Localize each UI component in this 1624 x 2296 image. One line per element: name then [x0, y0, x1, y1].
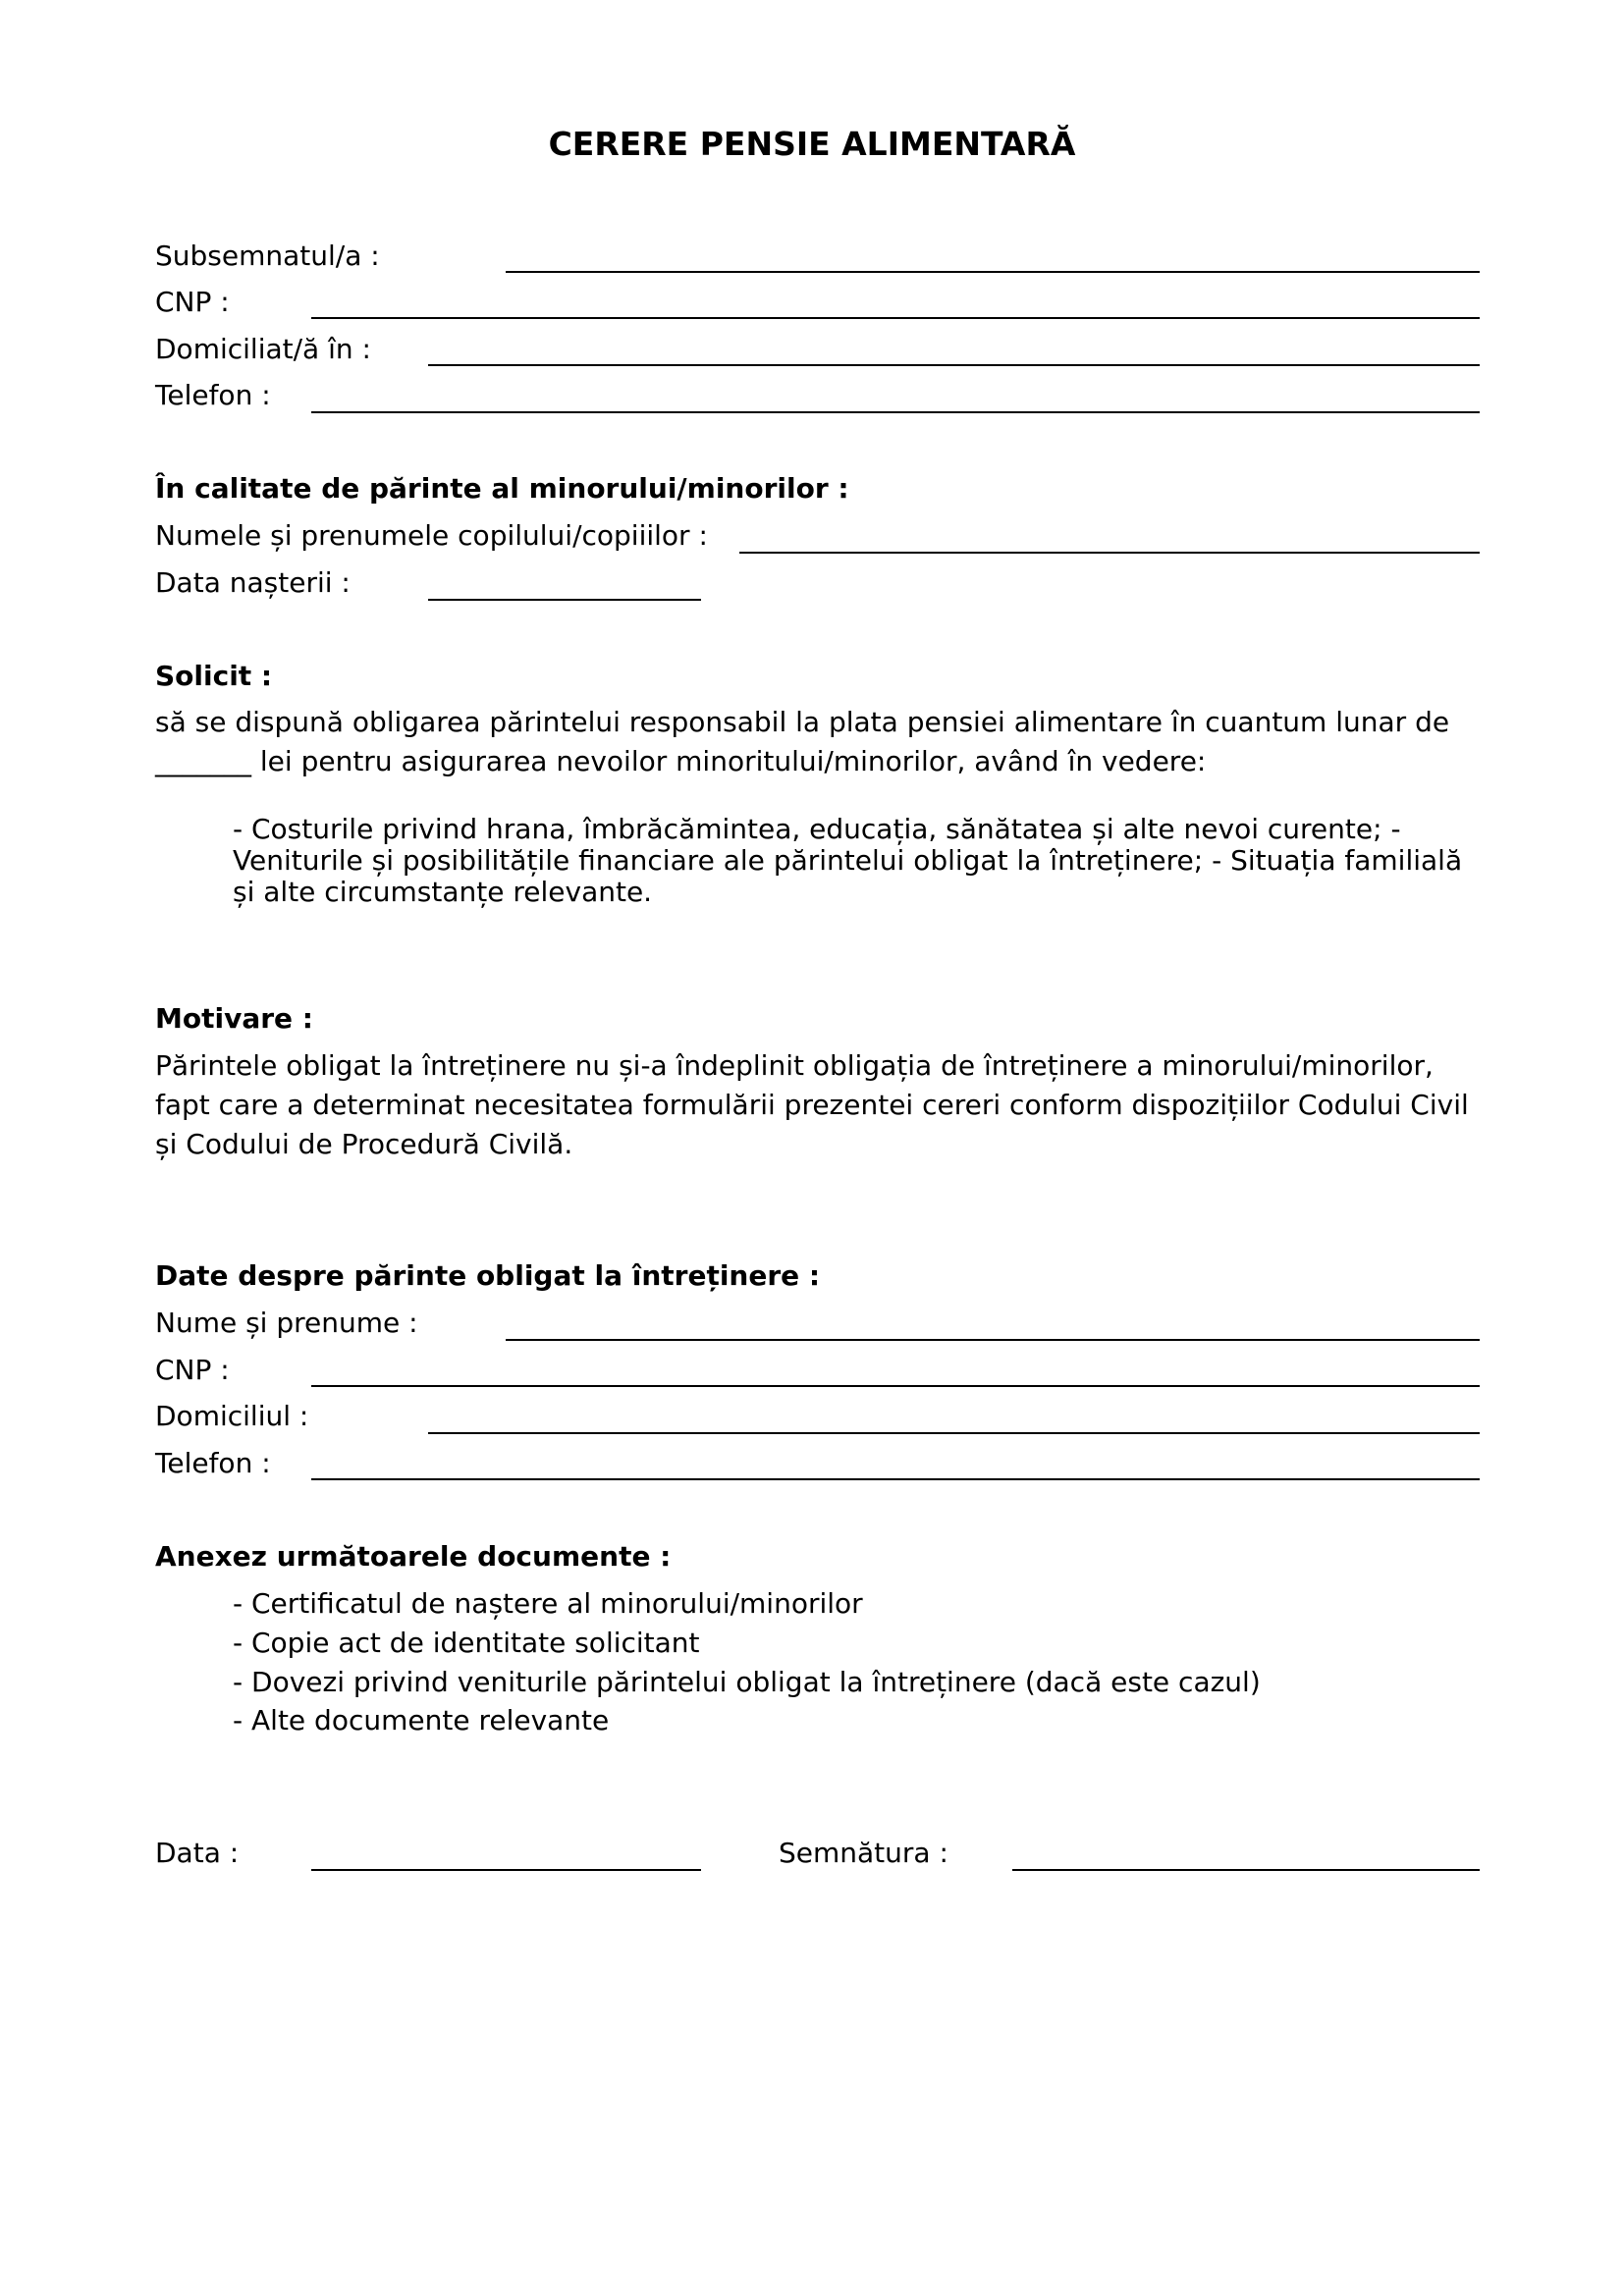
- applicant-phone-field[interactable]: [311, 411, 1480, 413]
- child-names-field[interactable]: [739, 552, 1480, 554]
- attachment-item: - Certificatul de naștere al minorului/minorilor: [233, 1587, 863, 1620]
- parent-name-label: Nume și prenume :: [155, 1307, 418, 1339]
- child-birthdate-field[interactable]: [428, 599, 701, 601]
- applicant-name-field[interactable]: [506, 271, 1480, 273]
- parent-address-label: Domiciliul :: [155, 1400, 309, 1432]
- signature-label: Semnătura :: [779, 1837, 948, 1869]
- attachment-item: - Alte documente relevante: [233, 1704, 610, 1736]
- attachments-heading: Anexez următoarele documente :: [155, 1540, 672, 1573]
- child-section-heading: În calitate de părinte al minorului/minorilor :: [155, 472, 849, 505]
- document-title: CERERE PENSIE ALIMENTARĂ: [548, 125, 1076, 163]
- child-birthdate-label: Data nașterii :: [155, 566, 351, 599]
- parent-address-field[interactable]: [428, 1432, 1480, 1434]
- attachment-item: - Dovezi privind veniturile părintelui obligat la întreținere (dacă este cazul): [233, 1666, 1261, 1698]
- request-heading: Solicit :: [155, 660, 273, 692]
- request-considerations: - Costurile privind hrana, îmbrăcămintea, educația, sănătatea și alte nevoi curente; - Veniturile și posibilitățile financiare ale părintelui obligat la întreținere; - Situația familială și alte circumstanțe relevante.: [233, 813, 1463, 908]
- request-text: să se dispună obligarea părintelui responsabil la plata pensiei alimentare în cuantum lunar de _______ lei pentru asigurarea nevoilor minoritului/minorilor, având în vedere:: [155, 706, 1450, 777]
- motivation-heading: Motivare :: [155, 1002, 313, 1035]
- date-label: Data :: [155, 1837, 240, 1869]
- attachment-item: - Copie act de identitate solicitant: [233, 1627, 700, 1659]
- signature-field[interactable]: [1012, 1869, 1480, 1871]
- applicant-address-field[interactable]: [428, 364, 1480, 366]
- applicant-cnp-field[interactable]: [311, 317, 1480, 319]
- applicant-cnp-label: CNP :: [155, 286, 230, 318]
- parent-cnp-field[interactable]: [311, 1385, 1480, 1387]
- motivation-text: Părintele obligat la întreținere nu și-a îndeplinit obligația de întreținere a minorului/minorilor, fapt care a determinat necesitatea formulării prezentei cereri conform dispozițiilor Codului Civil și Codului de Procedură Civilă.: [155, 1049, 1469, 1160]
- parent-phone-label: Telefon :: [155, 1447, 271, 1479]
- applicant-name-label: Subsemnatul/a :: [155, 240, 380, 272]
- applicant-phone-label: Telefon :: [155, 379, 271, 411]
- obligated-parent-heading: Date despre părinte obligat la întreținere :: [155, 1259, 821, 1292]
- child-names-label: Numele și prenumele copilului/copiiilor :: [155, 519, 708, 552]
- parent-name-field[interactable]: [506, 1339, 1480, 1341]
- date-field[interactable]: [311, 1869, 701, 1871]
- parent-cnp-label: CNP :: [155, 1354, 230, 1386]
- parent-phone-field[interactable]: [311, 1478, 1480, 1480]
- applicant-address-label: Domiciliat/ă în :: [155, 333, 371, 365]
